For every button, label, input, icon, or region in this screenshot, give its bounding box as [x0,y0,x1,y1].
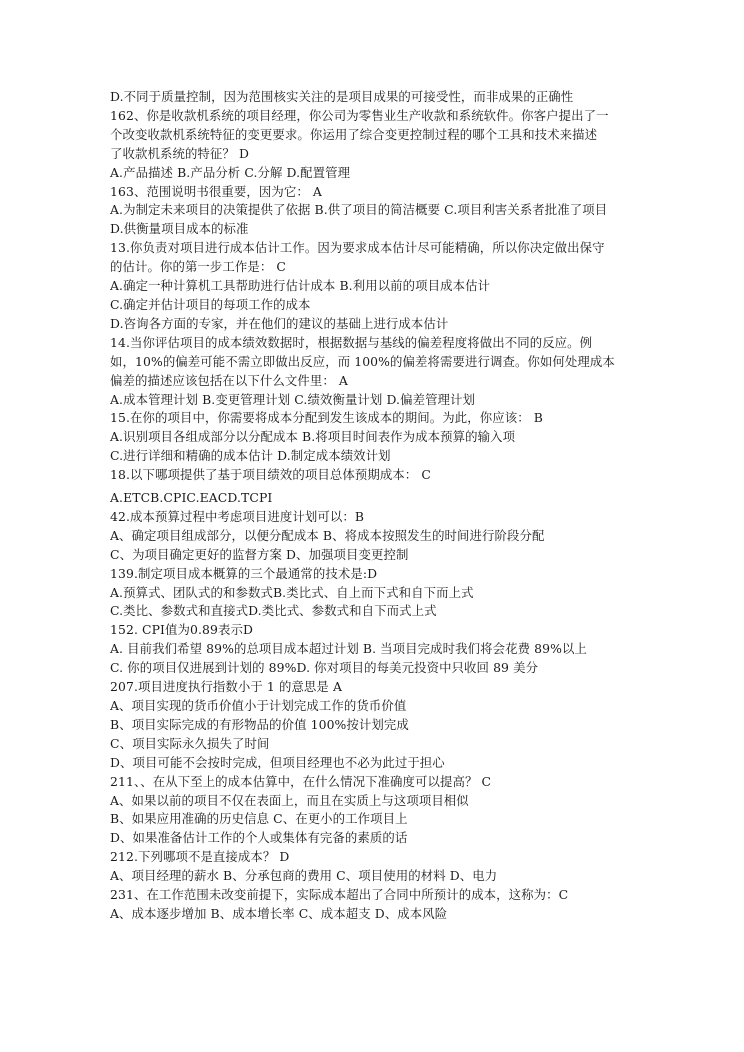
text-line: A、成本逐步增加 B、成本增长率 C、成本超支 D、成本风险 [110,905,448,921]
text-line: A.识别项目各组成部分以分配成本 B.将项目时间表作为成本预算的输入项 [110,429,516,445]
text-line: B、项目实际完成的有形物品的价值 100%按计划完成 [110,716,409,732]
text-line: 139.制定项目成本概算的三个最通常的技术是:D [110,565,378,581]
text-line: 的估计。你的第一步工作是： C [110,259,286,275]
text-line: 14.当你评估项目的成本绩效数据时，根据数据与基线的偏差程度将做出不同的反应。例 [110,334,593,350]
text-line: 42.成本预算过程中考虑项目进度计划可以：B [110,508,365,524]
text-line: 152. CPI值为0.89表示D [110,622,254,638]
text-line: 162、你是收款机系统的项目经理，你公司为零售业生产收款和系统软件。你客户提出了一 [110,107,609,123]
text-line: 163、范围说明书很重要，因为它： A [110,183,322,199]
text-line: C、项目实际永久损失了时间 [110,735,270,751]
text-line: D.不同于质量控制，因为范围核实关注的是项目成果的可接受性，而非成果的正确性 [110,89,574,104]
text-line: 如，10%的偏差可能不需立即做出反应，而 100%的偏差将需要进行调查。你如何处理成本 [110,353,615,369]
text-line: 212.下列哪项不是直接成本？ D [110,849,290,865]
text-line: 18.以下哪项提供了基于项目绩效的项目总体预期成本： C [110,467,431,483]
text-line: A.预算式、团队式的和参数式B.类比式、自上而下式和自下而上式 [110,584,474,600]
text-line: A、项目经理的薪水 B、分承包商的费用 C、项目使用的材料 D、电力 [110,868,498,884]
text-line: A.确定一种计算机工具帮助进行估计成本 B.利用以前的项目成本估计 [110,278,491,294]
text-line: C. 你的项目仅进展到计划的 89%D. 你对项目的每美元投资中只收回 89 美分 [110,660,539,676]
text-line: A、如果以前的项目不仅在表面上，而且在实质上与这项项目相似 [110,792,469,808]
text-line: C.进行详细和精确的成本估计 D.制定成本绩效计划 [110,448,391,464]
text-line: A.为制定未来项目的决策提供了依据 B.供了项目的简洁概要 C.项目利害关系者批准了项目 [110,202,608,218]
text-line: B、如果应用准确的历史信息 C、在更小的工作项目上 [110,811,408,827]
text-line: A. 目前我们希望 89%的总项目成本超过计划 B. 当项目完成时我们将会花费 89%以上 [110,641,587,657]
text-line: 了收款机系统的特征？ D [110,145,249,161]
text-line: A.成本管理计划 B.变更管理计划 C.绩效衡量计划 D.偏差管理计划 [110,391,476,407]
document-page [110,88,638,924]
text-line: 个改变收款机系统特征的变更要求。你运用了综合变更控制过程的哪个工具和技术来描述 [110,126,598,142]
text-line: D、如果准备估计工作的个人或集体有完备的素质的话 [110,830,408,846]
text-line: A.产品描述 B.产品分析 C.分解 D.配置管理 [110,164,351,180]
text-line: C.确定并估计项目的每项工作的成本 [110,296,311,312]
text-line: 207.项目进度执行指数小于 1 的意思是 A [110,679,343,695]
text-line: A、项目实现的货币价值小于计划完成工作的货币价值 [110,698,407,713]
text-line: 231、在工作范围未改变前提下，实际成本超出了合同中所预计的成本，这称为：C [110,887,569,903]
text-line: A.ETCB.CPIC.EACD.TCPI [110,490,273,506]
text-line: 15.在你的项目中，你需要将成本分配到发生该成本的期间。为此，你应该： B [110,410,543,426]
text-line: C.类比、参数式和直接式D.类比式、参数式和自下而式上式 [110,603,437,619]
text-line: C、为项目确定更好的监督方案 D、加强项目变更控制 [110,546,409,562]
text-line: D、项目可能不会按时完成，但项目经理也不必为此过于担心 [110,754,445,770]
text-line: 13.你负责对项目进行成本估计工作。因为要求成本估计尽可能精确，所以你决定做出保守 [110,240,605,256]
text-line: 211、、在从下至上的成本估算中，在什么情况下准确度可以提高？ C [110,773,492,789]
text-line: D.咨询各方面的专家，并在他们的建议的基础上进行成本估计 [110,315,449,331]
text-line: 偏差的描述应该包括在以下什么文件里： A [110,372,348,388]
text-line: A、确定项目组成部分，以便分配成本 B、将成本按照发生的时间进行阶段分配 [110,527,545,543]
text-line: D.供衡量项目成本的标准 [110,221,249,237]
